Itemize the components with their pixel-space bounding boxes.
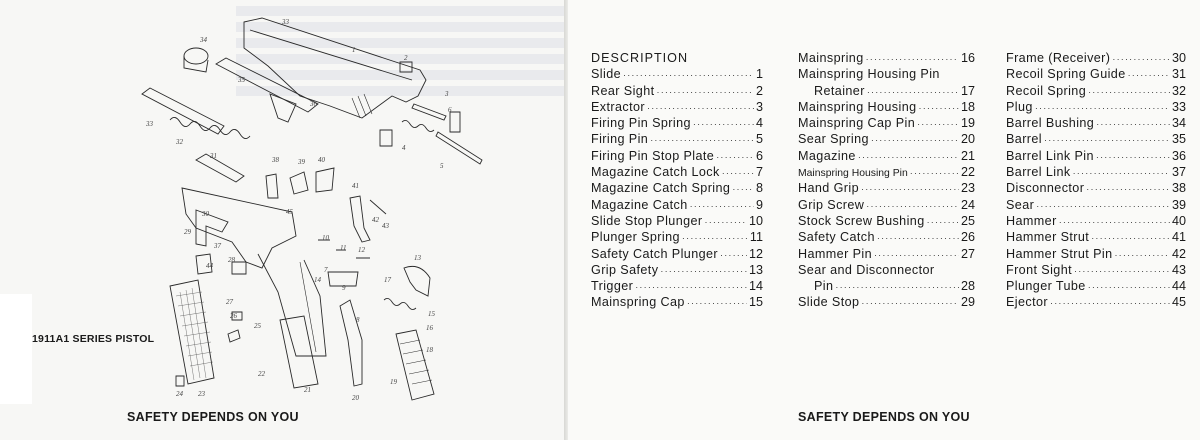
svg-text:23: 23 — [198, 390, 205, 398]
margin-patch — [0, 294, 32, 404]
parts-list-item: Firing Pin Stop Plate ····· 6 — [591, 148, 763, 164]
mainspring-housing-part — [396, 330, 434, 400]
svg-text:2: 2 — [404, 54, 408, 62]
parts-list-item: Mainspring Housing Pin ····· 22 — [798, 164, 975, 180]
svg-text:5: 5 — [440, 162, 444, 170]
svg-text:10: 10 — [322, 234, 329, 242]
parts-list-item: Plunger Tube ····· 44 — [1006, 278, 1186, 294]
parts-list-item: Barrel ····· 35 — [1006, 131, 1186, 147]
part-number-labels — [145, 18, 452, 402]
svg-text:33: 33 — [146, 120, 153, 128]
svg-text:21: 21 — [304, 386, 311, 394]
parts-list-item: Recoil Spring Guide ····· 31 — [1006, 66, 1186, 82]
svg-text:36: 36 — [310, 100, 317, 108]
slide-stop-part — [196, 210, 228, 246]
diagram-title: 1911A1 SERIES PISTOL — [32, 333, 155, 345]
parts-list-item: Hammer Strut ····· 41 — [1006, 229, 1186, 245]
extractor-part — [412, 104, 446, 120]
parts-list-item: Barrel Link Pin ····· 36 — [1006, 148, 1186, 164]
parts-list-item: Pin ····· 28 — [798, 278, 975, 294]
parts-list-item: Mainspring Cap Pin ····· 19 — [798, 115, 975, 131]
svg-text:37: 37 — [214, 242, 221, 250]
svg-text:11: 11 — [340, 244, 347, 252]
description-column-3 — [1006, 50, 1186, 311]
barrel-part — [216, 58, 318, 112]
svg-text:13: 13 — [414, 254, 421, 262]
parts-list-item: Extractor ····· 3 — [591, 99, 763, 115]
parts-list-item: Hand Grip ····· 23 — [798, 180, 975, 196]
parts-list-item: Frame (Receiver) ····· 30 — [1006, 50, 1186, 66]
parts-list-item: Ejector ····· 45 — [1006, 294, 1186, 310]
svg-text:22: 22 — [258, 370, 265, 378]
svg-text:14: 14 — [314, 276, 321, 284]
firing-pin-part — [436, 132, 482, 164]
recoil-spring-guide-part — [196, 154, 244, 182]
svg-text:44: 44 — [206, 262, 213, 270]
svg-text:12: 12 — [358, 246, 365, 254]
parts-list-item: Magazine Catch ····· 9 — [591, 197, 763, 213]
svg-text:19: 19 — [390, 378, 397, 386]
svg-text:20: 20 — [352, 394, 359, 402]
svg-text:1: 1 — [352, 46, 356, 54]
magazine-part — [280, 316, 318, 388]
parts-list-item: Hammer ····· 40 — [1006, 213, 1186, 229]
svg-text:26: 26 — [230, 312, 237, 320]
svg-text:40: 40 — [318, 156, 325, 164]
barrel-bushing-part — [184, 48, 208, 64]
parts-list-item: Recoil Spring ····· 32 — [1006, 83, 1186, 99]
parts-list-item: Retainer ····· 17 — [798, 83, 975, 99]
svg-text:45: 45 — [286, 208, 293, 216]
parts-list-item: Disconnector ····· 38 — [1006, 180, 1186, 196]
parts-list-item: Mainspring Cap ····· 15 — [591, 294, 763, 310]
svg-text:33: 33 — [282, 18, 289, 26]
svg-text:31: 31 — [210, 152, 217, 160]
parts-list-item: Safety Catch Plunger ····· 12 — [591, 246, 763, 262]
parts-list-item: Grip Safety ····· 13 — [591, 262, 763, 278]
svg-text:24: 24 — [176, 390, 183, 398]
parts-list-item: Magazine Catch Spring ····· 8 — [591, 180, 763, 196]
parts-list-item: Stock Screw Bushing ····· 25 — [798, 213, 975, 229]
svg-text:42: 42 — [372, 216, 379, 224]
svg-text:38: 38 — [272, 156, 279, 164]
footer-safety-left: SAFETY DEPENDS ON YOU — [127, 410, 299, 424]
svg-text:9: 9 — [342, 284, 346, 292]
parts-list-item: Sear and Disconnector — [798, 262, 935, 277]
slide-part — [244, 18, 426, 118]
parts-list-item: Magazine ····· 21 — [798, 148, 975, 164]
parts-list-item: Barrel Link ····· 37 — [1006, 164, 1186, 180]
parts-list-item: Safety Catch ····· 26 — [798, 229, 975, 245]
svg-text:28: 28 — [228, 256, 235, 264]
svg-text:18: 18 — [426, 346, 433, 354]
parts-list-item: Trigger ····· 14 — [591, 278, 763, 294]
firing-pin-spring-part — [402, 120, 434, 131]
parts-list-item: Plug ····· 33 — [1006, 99, 1186, 115]
plug-part — [142, 88, 224, 134]
svg-text:35: 35 — [238, 76, 245, 84]
parts-list-item: Slide Stop ····· 29 — [798, 294, 975, 310]
parts-list-item: Firing Pin Spring ····· 4 — [591, 115, 763, 131]
parts-list-item: Magazine Catch Lock ····· 7 — [591, 164, 763, 180]
svg-text:3: 3 — [445, 90, 449, 98]
parts-list-item: Mainspring Housing Pin — [798, 67, 940, 82]
parts-list-item: Grip Screw ····· 24 — [798, 197, 975, 213]
svg-text:27: 27 — [226, 298, 233, 306]
firing-pin-stop-part — [450, 112, 460, 132]
svg-text:7: 7 — [324, 266, 328, 274]
parts-list-item: Mainspring ····· 16 — [798, 50, 975, 66]
parts-list-item: Plunger Spring ····· 11 — [591, 229, 763, 245]
svg-text:8: 8 — [356, 316, 360, 324]
svg-text:34: 34 — [200, 36, 207, 44]
svg-text:4: 4 — [402, 144, 406, 152]
parts-list-item: Sear Spring ····· 20 — [798, 131, 975, 147]
parts-list-item: Slide Stop Plunger ····· 10 — [591, 213, 763, 229]
recoil-spring-part — [170, 117, 250, 138]
svg-text:32: 32 — [176, 138, 183, 146]
hammer-strut-part — [350, 196, 370, 242]
svg-text:16: 16 — [426, 324, 433, 332]
right-page — [568, 0, 1200, 440]
parts-list-item: Hammer Strut Pin ····· 42 — [1006, 246, 1186, 262]
svg-text:41: 41 — [352, 182, 359, 190]
mainspring-cap-part — [404, 266, 430, 296]
description-column-2 — [798, 50, 975, 311]
parts-list-item: Barrel Bushing ····· 34 — [1006, 115, 1186, 131]
parts-list-item: Slide ····· 1 — [591, 66, 763, 82]
left-page — [0, 0, 568, 440]
mainspring-part — [384, 298, 416, 309]
svg-text:15: 15 — [428, 310, 435, 318]
sear-part — [290, 172, 308, 194]
svg-text:25: 25 — [254, 322, 261, 330]
grip-safety-part — [340, 300, 362, 386]
description-column-1 — [591, 50, 763, 311]
parts-list-item: Front Sight ····· 43 — [1006, 262, 1186, 278]
footer-safety-right: SAFETY DEPENDS ON YOU — [798, 410, 970, 424]
hammer-part — [316, 168, 334, 192]
svg-text:43: 43 — [382, 222, 389, 230]
disconnector-part — [266, 174, 278, 198]
exploded-pistol-diagram — [0, 0, 568, 440]
parts-list-item: Sear ····· 39 — [1006, 197, 1186, 213]
parts-list-item: Hammer Pin ····· 27 — [798, 246, 975, 262]
description-heading: DESCRIPTION — [591, 51, 689, 65]
parts-list-item: Firing Pin ····· 5 — [591, 131, 763, 147]
svg-text:17: 17 — [384, 276, 391, 284]
frame-grip — [258, 254, 326, 356]
parts-list-item: Mainspring Housing ····· 18 — [798, 99, 975, 115]
svg-text:39: 39 — [298, 158, 305, 166]
svg-text:30: 30 — [202, 210, 209, 218]
parts-list-item: Rear Sight ····· 2 — [591, 83, 763, 99]
grip-screw-part — [176, 376, 184, 386]
svg-text:6: 6 — [448, 106, 452, 114]
svg-text:29: 29 — [184, 228, 191, 236]
